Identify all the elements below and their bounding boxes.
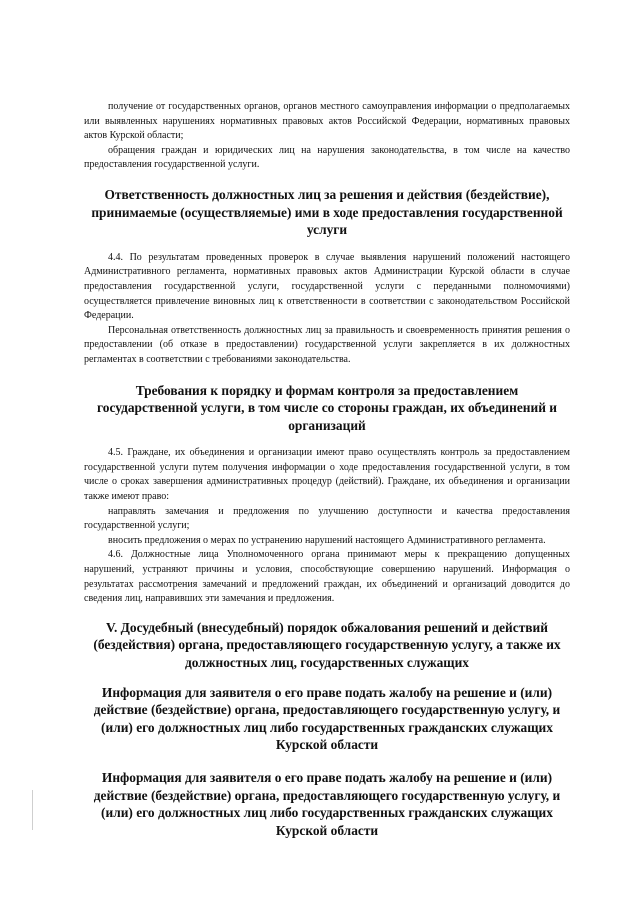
document-body (84, 100, 570, 839)
paragraph-4-4: 4.4. По результатам проведенных проверок в случае выявления нарушений положений настоящего Административного регламента, нормативных правовых актов Администрации Курской области в случае предоставления государственной услуги, государственной услуги с переданными полномочиями) осуществляется привлечение виновных лиц к ответственности в соответствии с законодательством Российской Федерации. (84, 251, 570, 322)
paragraph-4-6: 4.6. Должностные лица Уполномоченного органа принимают меры к прекращению допущенных нарушений, устраняют причины и условия, способствующие совершению нарушений. Информация о результатах рассмотрения замечаний и предложений граждан, их объединений и организаций доводится до сведения лиц, направивших эти замечания и предложения. (84, 549, 570, 605)
paragraph-send-remarks: направлять замечания и предложения по улучшению доступности и качества предоставления государственной услуги; (84, 505, 570, 532)
heading-officials-responsibility: Ответственность должностных лиц за решения и действия (бездействие), принимаемые (осуществляемые) ими в ходе предоставления государственной услуги (91, 186, 563, 238)
scan-margin-mark (32, 790, 33, 830)
paragraph-citizen-appeals: обращения граждан и юридических лиц на нарушения законодательства, в том числе на качество предоставления государственной услуги. (84, 144, 570, 171)
paragraph-submit-proposals: вносить предложения о мерах по устранению нарушений настоящего Административного регламента. (108, 534, 546, 546)
paragraph-info-sources: получение от государственных органов, органов местного самоуправления информации о предполагаемых или выявленных нарушениях нормативных правовых актов Российской Федерации, нормативных правовых актов Курской области; (84, 101, 570, 142)
heading-control-requirements: Требования к порядку и формам контроля за предоставлением государственной услуги, в том числе со стороны граждан, их объединений и организаций (97, 382, 557, 433)
heading-applicant-complaint-right-repeat: Информация для заявителя о его праве подать жалобу на решение и (или) действие (бездействие) органа, предоставляющего государственную услугу, и (или) его должностных лиц либо государственных гражданских служащих Курской области (93, 769, 561, 838)
paragraph-4-5: 4.5. Граждане, их объединения и организации имеют право осуществлять контроль за предоставлением государственной услуги путем получения информации о ходе предоставления государственной услуги, в том числе о сроках завершения административных процедур (действий). Граждане, их объединения и организации также имеют право: (84, 447, 570, 503)
heading-section-v-appeal: V. Досудебный (внесудебный) порядок обжалования решений и действий (бездействия) органа, предоставляющего государственную услугу, а также их должностных лиц, государственных служащих (93, 619, 561, 670)
paragraph-personal-responsibility: Персональная ответственность должностных лиц за правильность и своевременность принятия решения о предоставлении (об отказе в предоставлении) государственной услуги закрепляется в их должностных регламентах в соответствии с требованиями законодательства. (84, 324, 570, 365)
heading-applicant-complaint-right: Информация для заявителя о его праве подать жалобу на решение и (или) действие (бездействие) органа, предоставляющего государственную услугу, и (или) его должностных лиц либо государственных гражданских служащих Курской области (93, 684, 561, 753)
